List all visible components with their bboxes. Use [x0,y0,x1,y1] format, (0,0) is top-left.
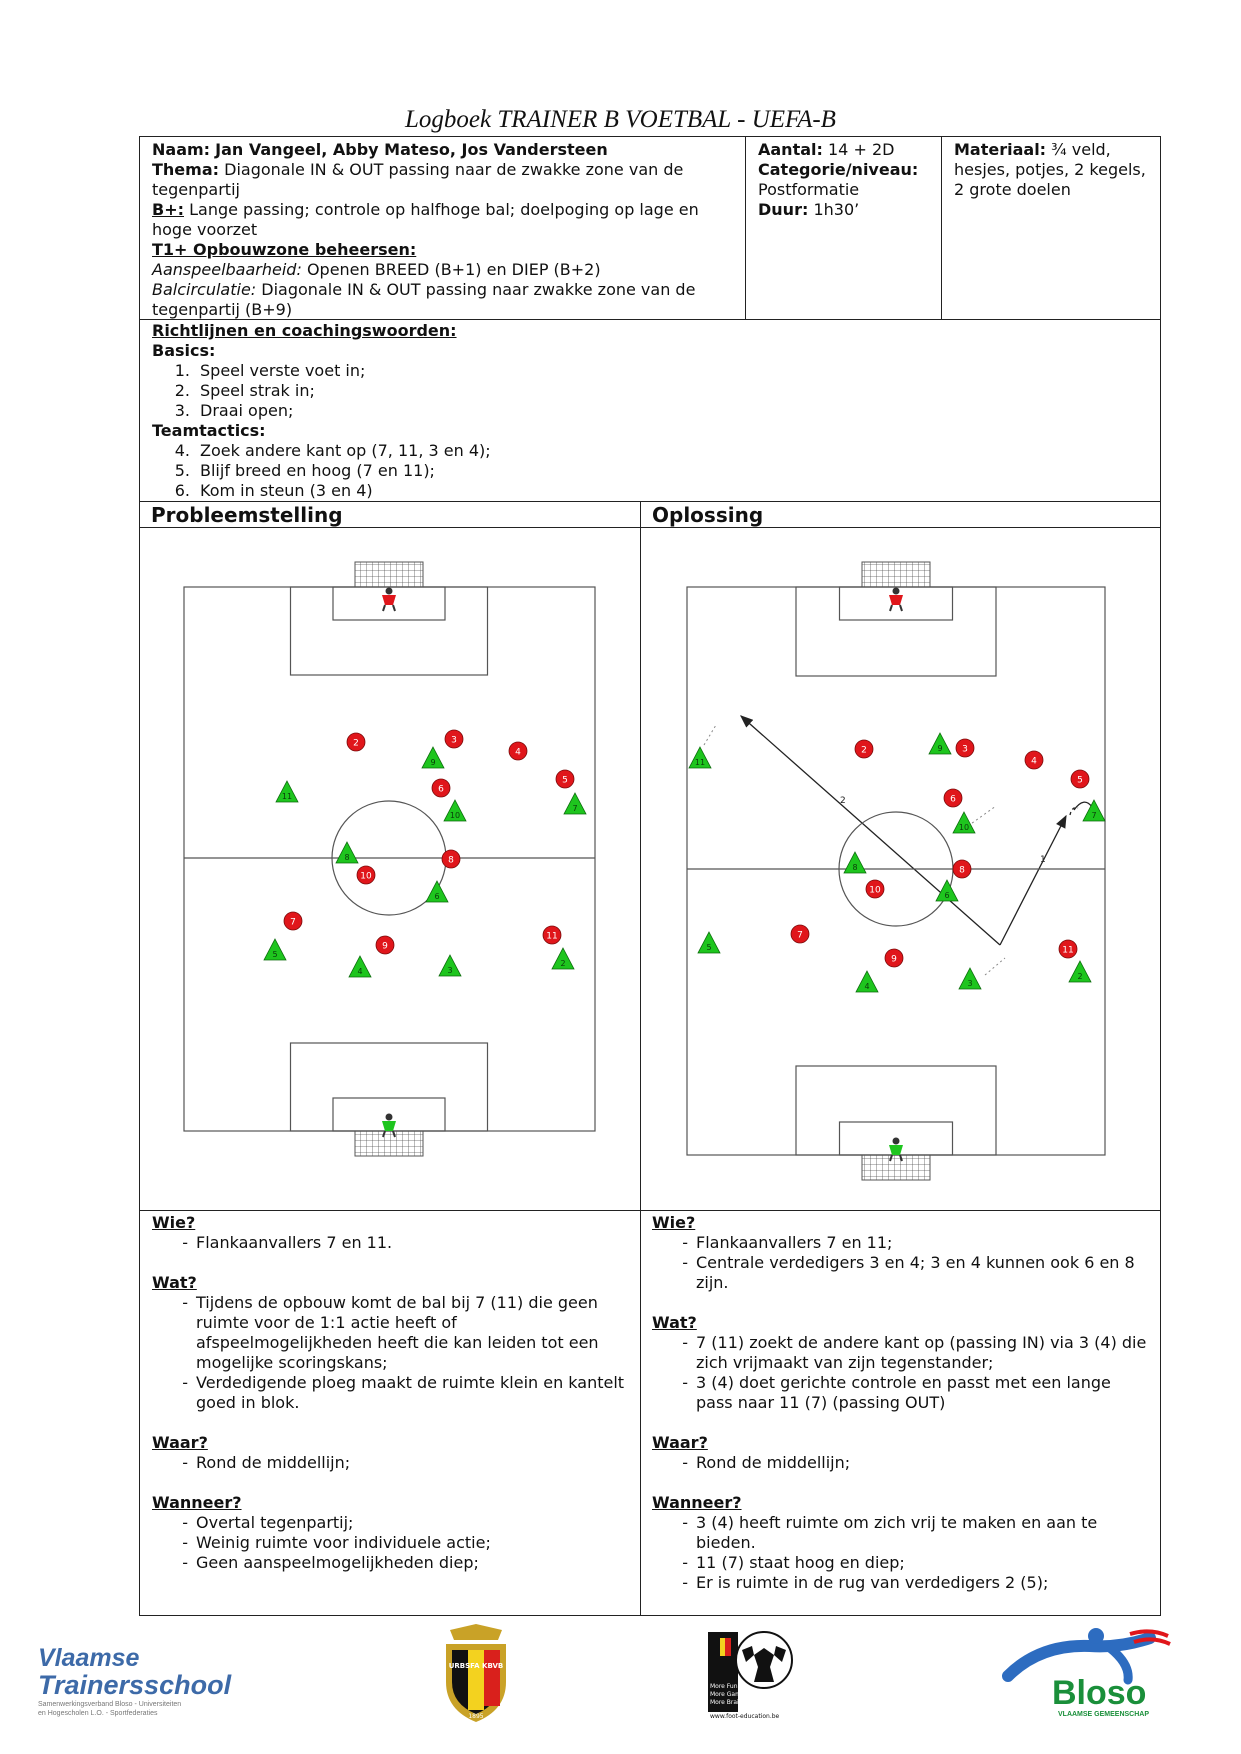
thema-value: Diagonale IN & OUT passing naar de zwakke zone van de tegenpartij [152,160,684,199]
green-player-4 [856,971,878,992]
green-player-3 [439,955,461,976]
aanspeel-label: Aanspeelbaarheid: [152,260,302,279]
svg-text:4: 4 [357,967,363,976]
red-player-6 [944,789,962,807]
svg-text:2: 2 [1077,972,1083,981]
svg-text:8: 8 [344,853,350,862]
aantal-label: Aantal: [758,140,823,159]
list-item: 1. Speel verste voet in; [174,361,366,380]
svg-text:7: 7 [1091,811,1097,820]
bloso-logo [1000,1624,1180,1720]
svg-text:10: 10 [958,823,970,832]
vlaamse-trainersschool-logo [34,1640,264,1720]
wanneer-label: Wanneer? [652,1493,742,1512]
pitch-right [687,562,1105,1180]
green-player-9 [422,747,444,768]
goal-top [862,562,930,587]
waar-label: Waar? [652,1433,708,1452]
goal-bottom [862,1155,930,1180]
green-player-2 [552,948,574,969]
run-arrow [1070,808,1078,815]
aantal-value: 14 + 2D [828,140,895,159]
goal-top [355,562,423,587]
svg-text:2: 2 [353,738,359,749]
list-item: - Verdedigende ploeg maakt de ruimte klein en kantelt goed in blok. [182,1373,625,1412]
list-item: - Centrale verdedigers 3 en 4; 3 en 4 kunnen ook 6 en 8 zijn. [682,1253,1135,1292]
foot-education-logo [706,1628,806,1720]
waar-label: Waar? [152,1433,208,1452]
red-player-9 [376,936,394,954]
balcirc-label: Balcirculatie: [152,280,257,299]
green-player-7 [1083,800,1105,821]
duur-value: 1h30’ [813,200,860,219]
svg-text:7: 7 [290,917,296,928]
list-item: - Weinig ruimte voor individuele actie; [182,1533,491,1552]
green-player-9 [929,733,951,754]
svg-text:6: 6 [944,891,950,900]
foot-url: www.foot-education.be [710,1713,780,1720]
red-player-4 [509,742,527,760]
green-player-10 [444,800,466,821]
svg-text:6: 6 [950,794,956,805]
run-arrow-10 [968,806,996,826]
list-item: 2. Speel strak in; [174,381,315,400]
svg-text:4: 4 [864,982,870,991]
wat-label: Wat? [152,1273,197,1292]
red-player-10 [357,866,375,884]
svg-text:3: 3 [451,735,457,746]
svg-text:3: 3 [967,979,973,988]
t1-heading: T1+ Opbouwzone beheersen: [152,240,417,259]
list-item: - Rond de middellijn; [682,1453,851,1472]
naam-value: Jan Vangeel, Abby Mateso, Jos Vandersteen [215,140,608,159]
goalkeeper-red-icon [382,588,396,612]
red-player-7 [284,912,302,930]
thema-label: Thema: [152,160,220,179]
svg-text:11: 11 [546,931,558,942]
pitch-outline [184,587,595,1131]
red-player-2 [855,740,873,758]
svg-text:9: 9 [382,941,388,952]
red-player-3 [956,739,974,757]
list-item: 4. Zoek andere kant op (7, 11, 3 en 4); [174,441,491,460]
green-player-6 [426,881,448,902]
svg-text:10: 10 [360,871,372,882]
green-player-5 [698,932,720,953]
svg-text:2: 2 [560,959,566,968]
red-player-6 [432,779,450,797]
vts-line1: Vlaamse [38,1644,140,1672]
run-arrow-11 [704,725,716,745]
goalkeeper-red-icon [889,588,903,612]
green-player-10 [953,812,975,833]
list-item: - 3 (4) heeft ruimte om zich vrij te maken en aan te bieden. [682,1513,1098,1552]
svg-text:9: 9 [937,744,943,753]
green-player-11 [276,781,298,802]
bplus-label: B+: [152,200,184,219]
bplus-value: Lange passing; controle op halfhoge bal; doelpoging op lage en hoge voorzet [152,200,699,239]
svg-text:2: 2 [861,745,867,756]
materiaal-value: ¾ veld, hesjes, potjes, 2 kegels, 2 grote doelen [954,140,1146,199]
red-player-11 [543,926,561,944]
kbvb-text: URBSFA KBVB [448,1662,504,1670]
svg-text:7: 7 [797,930,803,941]
basics-label: Basics: [152,341,216,360]
green-player-11 [689,747,711,768]
svg-text:8: 8 [959,865,965,876]
wie-label: Wie? [152,1213,196,1232]
guidelines-heading: Richtlijnen en coachingswoorden: [152,321,457,340]
bloso-sub: VLAAMSE GEMEENSCHAP [1058,1711,1150,1718]
duur-label: Duur: [758,200,809,219]
svg-text:5: 5 [272,950,278,959]
svg-text:5: 5 [1077,775,1083,786]
svg-text:4: 4 [515,747,521,758]
kbvb-logo [436,1622,516,1724]
balcirc-value: Diagonale IN & OUT passing naar zwakke zone van de tegenpartij (B+9) [152,280,696,319]
green-player-7 [564,793,586,814]
vts-line2: Trainersschool [38,1670,232,1700]
svg-text:11: 11 [281,792,293,801]
green-player-3 [959,968,981,989]
list-item: - Flankaanvallers 7 en 11. [182,1233,393,1252]
probleemstelling-header: Probleemstelling [139,501,641,528]
svg-text:3: 3 [962,744,968,755]
naam-label: Naam: [152,140,211,159]
pass-arrow-1 [1000,816,1066,945]
svg-text:4: 4 [1031,756,1037,767]
green-player-8 [336,842,358,863]
categorie-label: Categorie/niveau: [758,160,919,179]
red-player-11 [1059,940,1077,958]
list-item: - 3 (4) doet gerichte controle en passt met een lange pass naar 11 (7) (passing OUT) [682,1373,1111,1412]
svg-text:9: 9 [430,758,436,767]
svg-text:6: 6 [434,892,440,901]
materiaal-label: Materiaal: [954,140,1047,159]
red-player-5 [1071,770,1089,788]
page-title: Logboek TRAINER B VOETBAL - UEFA-B [405,106,836,133]
svg-text:3: 3 [447,966,453,975]
foot-line2: More Games [710,1691,748,1698]
red-player-4 [1025,751,1043,769]
pitch-left [184,562,595,1156]
goal-bottom [355,1131,423,1156]
list-item: - 7 (11) zoekt de andere kant op (passing IN) via 3 (4) die zich vrijmaakt van zijn tegenstander; [682,1333,1147,1372]
svg-text:8: 8 [852,863,858,872]
svg-text:10: 10 [869,885,881,896]
pass-label-1: 1 [1040,855,1046,865]
teamtactics-label: Teamtactics: [152,421,266,440]
list-item: - Er is ruimte in de rug van verdedigers 2 (5); [682,1573,1049,1592]
green-player-2 [1069,961,1091,982]
svg-text:5: 5 [562,775,568,786]
green-player-8 [844,852,866,873]
wanneer-label: Wanneer? [152,1493,242,1512]
foot-line3: More Brains [710,1699,746,1706]
svg-text:9: 9 [891,954,897,965]
kbvb-year: 1895 [468,1713,484,1720]
list-item: - Flankaanvallers 7 en 11; [682,1233,893,1252]
svg-text:11: 11 [694,758,706,767]
list-item: - 11 (7) staat hoog en diep; [682,1553,905,1572]
green-player-4 [349,956,371,977]
list-item: - Tijdens de opbouw komt de bal bij 7 (11) die geen ruimte voor de 1:1 actie heeft of afspeelmogelijkheden heeft die kan leiden tot een mogelijke scoringskans; [182,1293,599,1372]
oplossing-header: Oplossing [640,501,1161,528]
vts-sub2: en Hogescholen L.O. - Sportfederaties [38,1710,158,1717]
pitch-outline [687,587,1105,1155]
svg-text:11: 11 [1062,945,1074,956]
red-player-3 [445,730,463,748]
list-item: 3. Draai open; [174,401,294,420]
categorie-value: Postformatie [758,180,860,199]
foot-line1: More Fun [710,1683,738,1690]
run-arrow-3 [985,958,1005,975]
svg-text:7: 7 [572,804,578,813]
red-player-10 [866,880,884,898]
wie-label: Wie? [652,1213,696,1232]
list-item: - Geen aanspeelmogelijkheden diep; [182,1553,479,1572]
vts-sub1: Samenwerkingsverband Bloso - Universiteiten [38,1701,182,1708]
red-player-8 [953,860,971,878]
list-item: - Rond de middellijn; [182,1453,351,1472]
green-player-5 [264,939,286,960]
svg-text:10: 10 [449,811,461,820]
red-player-8 [442,850,460,868]
red-player-5 [556,770,574,788]
aanspeel-value: Openen BREED (B+1) en DIEP (B+2) [306,260,601,279]
svg-text:8: 8 [448,855,454,866]
list-item: - Overtal tegenpartij; [182,1513,354,1532]
pass-label-2: 2 [840,796,846,806]
red-player-7 [791,925,809,943]
bloso-name: Bloso [1052,1674,1147,1712]
svg-text:6: 6 [438,784,444,795]
red-player-9 [885,949,903,967]
wat-label: Wat? [652,1313,697,1332]
list-item: 6. Kom in steun (3 en 4) [174,481,373,500]
list-item: 5. Blijf breed en hoog (7 en 11); [174,461,435,480]
red-player-2 [347,733,365,751]
svg-text:5: 5 [706,943,712,952]
